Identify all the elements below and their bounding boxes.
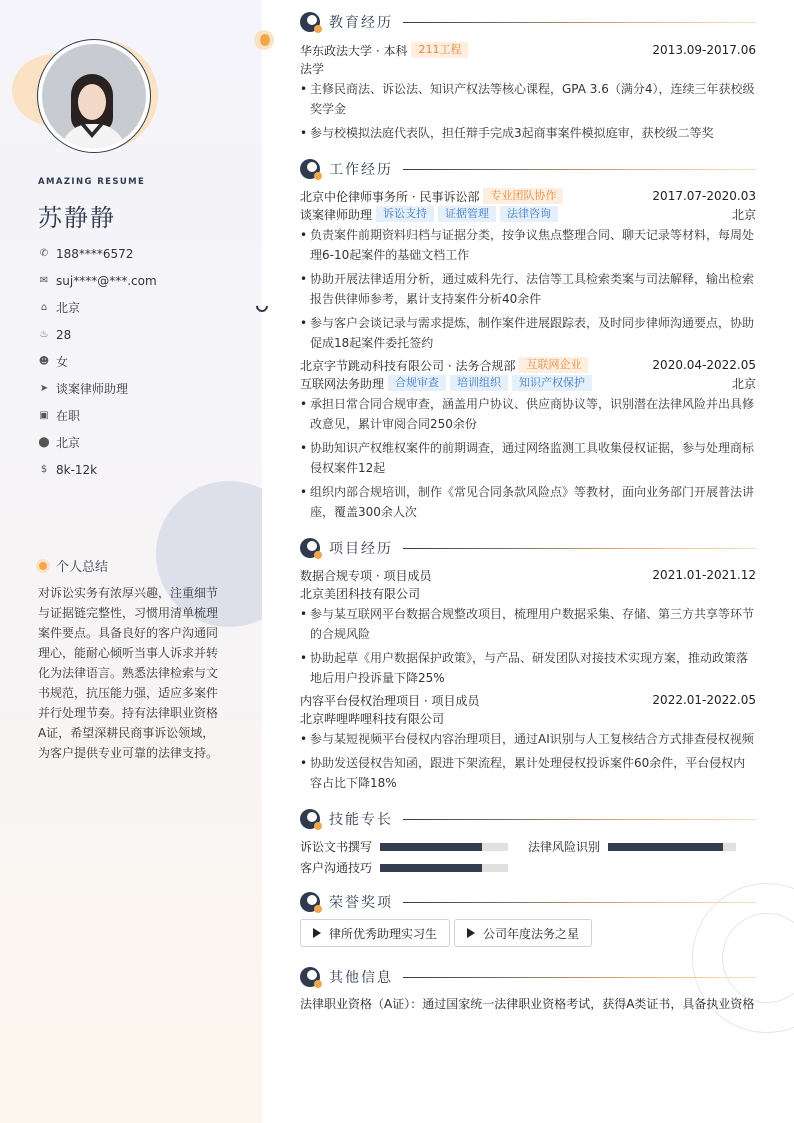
- bullet-item: • 负责案件前期资料归档与证据分类，按争议焦点整理合同、聊天记录等材料，每周处理6-10起案件的基础文档工作: [300, 225, 756, 265]
- projects-section: [300, 537, 756, 797]
- honor-label: 律所优秀助理实习生: [329, 926, 438, 941]
- job-date: 2020.04-2022.05: [652, 358, 756, 372]
- contact-text: 8k-12k: [56, 462, 98, 477]
- contact-item: [38, 348, 157, 375]
- honor-badge: [454, 919, 592, 947]
- section-title: 其他信息: [329, 970, 393, 986]
- job-role: 谈案律师助理: [300, 207, 373, 222]
- divider: [403, 169, 756, 170]
- skill-bar-fill: [380, 843, 482, 851]
- education-row: [300, 41, 756, 59]
- phone-icon: ✆: [39, 248, 49, 259]
- mail-icon: ✉: [39, 275, 49, 286]
- contact-info-list: [38, 240, 157, 483]
- contact-item: [38, 267, 157, 294]
- section-icon: [300, 967, 320, 987]
- honor-label: 公司年度法务之星: [483, 926, 580, 941]
- section-icon: [300, 159, 320, 179]
- project-name: 数据合规专项 · 项目成员: [300, 568, 432, 583]
- section-heading: [300, 966, 756, 988]
- skill-list: [300, 836, 756, 878]
- section-heading: [300, 11, 756, 33]
- sidebar: [0, 0, 262, 1123]
- home-icon: ⌂: [40, 302, 48, 313]
- other-section: [300, 966, 756, 1013]
- education-bullets: [300, 79, 756, 143]
- skill-bar: [608, 843, 736, 851]
- skill-name: 客户沟通技巧: [300, 861, 373, 875]
- skill-tag: 知识产权保护: [512, 375, 592, 391]
- job-role-row: [300, 205, 756, 223]
- company-tag: 专业团队协作: [483, 188, 563, 204]
- section-title: 荣誉奖项: [329, 895, 393, 911]
- job-city: 北京: [731, 207, 756, 222]
- section-icon: [300, 892, 320, 912]
- decorative-dot: [254, 30, 274, 50]
- honors-section: [300, 891, 756, 947]
- section-title: 教育经历: [329, 15, 393, 31]
- bullet-item: • 承担日常合同合规审查，涵盖用户协议、供应商协议等，识别潜在法律风险并出具修改意见，累计审阅合同250余份: [300, 394, 756, 434]
- bullet-item: • 协助开展法律适用分析，通过威科先行、法信等工具检索类案与司法解释，输出检索报告供律师参考，累计支持案件分析40余件: [300, 269, 756, 309]
- divider: [403, 548, 756, 549]
- skills-section: [300, 808, 756, 878]
- contact-text: suj****@***.com: [56, 273, 157, 288]
- play-icon: [467, 928, 475, 938]
- location-icon: ⬤: [38, 437, 50, 448]
- project-date: 2021.01-2021.12: [652, 568, 756, 582]
- job-role: 互联网法务助理: [300, 376, 385, 391]
- contact-item: [38, 429, 157, 456]
- job-list: [300, 187, 756, 522]
- project-bullets: [300, 729, 756, 793]
- candidate-name: 苏静静: [38, 204, 116, 232]
- skill-tag: 法律咨询: [500, 206, 558, 222]
- bullet-item: • 主修民商法、诉讼法、知识产权法等核心课程，GPA 3.6（满分4），连续三年获校级奖学金: [300, 79, 756, 119]
- contact-text: 北京: [56, 301, 81, 315]
- job-role-row: [300, 374, 756, 392]
- honor-list: [300, 919, 756, 947]
- tagline: AMAZING RESUME: [38, 177, 146, 187]
- summary-heading: [36, 556, 108, 575]
- honor-badge: [300, 919, 450, 947]
- contact-item: [38, 456, 157, 483]
- play-icon: [313, 928, 321, 938]
- company-name: 北京中伦律师事务所 · 民事诉讼部: [300, 189, 480, 204]
- bullet-item: • 协助发送侵权告知函，跟进下架流程，累计处理侵权投诉案件60余件，平台侵权内容占比下降18%: [300, 753, 756, 793]
- divider: [403, 22, 756, 23]
- job-bullets: [300, 394, 756, 522]
- job-date: 2017.07-2020.03: [652, 189, 756, 203]
- section-icon: [300, 538, 320, 558]
- skill-row: [300, 836, 756, 857]
- divider: [403, 902, 756, 903]
- job-header-row: [300, 187, 756, 205]
- job-entry: [300, 356, 756, 522]
- section-title: 技能专长: [329, 812, 393, 828]
- summary-title: 个人总结: [56, 560, 109, 575]
- section-heading: [300, 537, 756, 559]
- section-icon: [300, 809, 320, 829]
- project-org-row: [300, 584, 756, 602]
- contact-item: [38, 375, 157, 402]
- skill-item: [300, 838, 528, 855]
- education-section: [300, 11, 756, 147]
- divider: [403, 819, 756, 820]
- section-title: 工作经历: [329, 162, 393, 178]
- project-list: [300, 566, 756, 793]
- section-heading: [300, 158, 756, 180]
- send-icon: ➤: [39, 383, 49, 394]
- skill-tag: 培训组织: [450, 375, 508, 391]
- work-section: [300, 158, 756, 526]
- job-header-row: [300, 356, 756, 374]
- bullet-item: • 组织内部合规培训，制作《常见合同条款风险点》等教材，面向业务部门开展普法讲座，覆盖300余人次: [300, 482, 756, 522]
- contact-text: 谈案律师助理: [56, 382, 129, 396]
- skill-bar-fill: [380, 864, 482, 872]
- avatar-photo: [42, 44, 146, 148]
- company-tag: 互联网企业: [519, 357, 588, 373]
- project-org: 北京美团科技有限公司: [300, 586, 421, 601]
- skill-bar: [380, 843, 508, 851]
- section-heading: [300, 891, 756, 913]
- skill-name: 诉讼文书撰写: [300, 840, 373, 854]
- contact-text: 28: [56, 327, 72, 342]
- project-entry: [300, 691, 756, 793]
- section-icon: [300, 12, 320, 32]
- job-entry: [300, 187, 756, 353]
- contact-item: [38, 321, 157, 348]
- skill-tag: 证据管理: [438, 206, 496, 222]
- project-entry: [300, 566, 756, 688]
- bullet-item: • 参与某短视频平台侵权内容治理项目，通过AI识别与人工复核结合方式排查侵权视频: [300, 729, 756, 749]
- company-name: 北京字节跳动科技有限公司 · 法务合规部: [300, 358, 516, 373]
- skill-item: [528, 838, 756, 855]
- contact-text: 188****6572: [56, 246, 134, 261]
- major: 法学: [300, 61, 325, 76]
- contact-item: [38, 294, 157, 321]
- project-header-row: [300, 691, 756, 709]
- section-heading: [300, 808, 756, 830]
- skill-tag: 诉讼支持: [376, 206, 434, 222]
- major-row: [300, 59, 756, 77]
- money-icon: $: [40, 464, 48, 475]
- bullet-item: • 参与某互联网平台数据合规整改项目，梳理用户数据采集、存储、第三方共享等环节的合规风险: [300, 604, 756, 644]
- contact-text: 在职: [56, 409, 81, 423]
- contact-item: [38, 240, 157, 267]
- skill-tag: 合规审查: [388, 375, 446, 391]
- skill-row: [300, 857, 756, 878]
- bullet-item: • 协助知识产权维权案件的前期调查，通过网络监测工具收集侵权证据，参与处理商标侵权案件12起: [300, 438, 756, 478]
- job-city: 北京: [731, 376, 756, 391]
- skill-bar: [380, 864, 508, 872]
- project-header-row: [300, 566, 756, 584]
- project-name: 内容平台侵权治理项目 · 项目成员: [300, 693, 480, 708]
- skill-bar-fill: [608, 843, 723, 851]
- skill-item: [300, 859, 530, 876]
- cake-icon: ♨: [39, 329, 49, 340]
- contact-item: [38, 402, 157, 429]
- school-name: 华东政法大学 · 本科: [300, 43, 408, 58]
- bullet-item: • 参与校模拟法庭代表队，担任辩手完成3起商事案件模拟庭审，获校级二等奖: [300, 123, 756, 143]
- bullet-item: • 协助起草《用户数据保护政策》，与产品、研发团队对接技术实现方案，推动政策落地后用户投诉量下降25%: [300, 648, 756, 688]
- project-date: 2022.01-2022.05: [652, 693, 756, 707]
- briefcase-icon: ▣: [39, 410, 49, 421]
- skill-name: 法律风险识别: [528, 840, 601, 854]
- summary-text: 对诉讼实务有浓厚兴趣，注重细节与证据链完整性，习惯用清单梳理案件要点。具备良好的客户沟通同理心，能耐心倾听当事人诉求并转化为法律语言。熟悉法律检索与文书规范，抗压能力强，适应多案件并行处理节奏。持有法律职业资格A证，希望深耕民商事诉讼领域，为客户提供专业可靠的法律支持。: [38, 586, 219, 760]
- avatar: [37, 39, 151, 153]
- other-info: 法律职业资格（A证）：通过国家统一法律职业资格考试，获得A类证书，具备执业资格: [300, 997, 755, 1011]
- face-icon: ☻: [38, 356, 50, 367]
- project-org: 北京哔哩哔哩科技有限公司: [300, 711, 445, 726]
- school-tag: 211工程: [411, 42, 468, 58]
- project-bullets: [300, 604, 756, 688]
- job-bullets: [300, 225, 756, 353]
- bullet-item: • 参与客户会谈记录与需求提炼，制作案件进展跟踪表，及时同步律师沟通要点，协助促成18起案件委托签约: [300, 313, 756, 353]
- project-org-row: [300, 709, 756, 727]
- dot-icon: [36, 559, 50, 573]
- education-date: 2013.09-2017.06: [652, 43, 756, 57]
- section-title: 项目经历: [329, 541, 393, 557]
- contact-text: 女: [56, 355, 69, 369]
- divider: [403, 977, 756, 978]
- contact-text: 北京: [56, 436, 81, 450]
